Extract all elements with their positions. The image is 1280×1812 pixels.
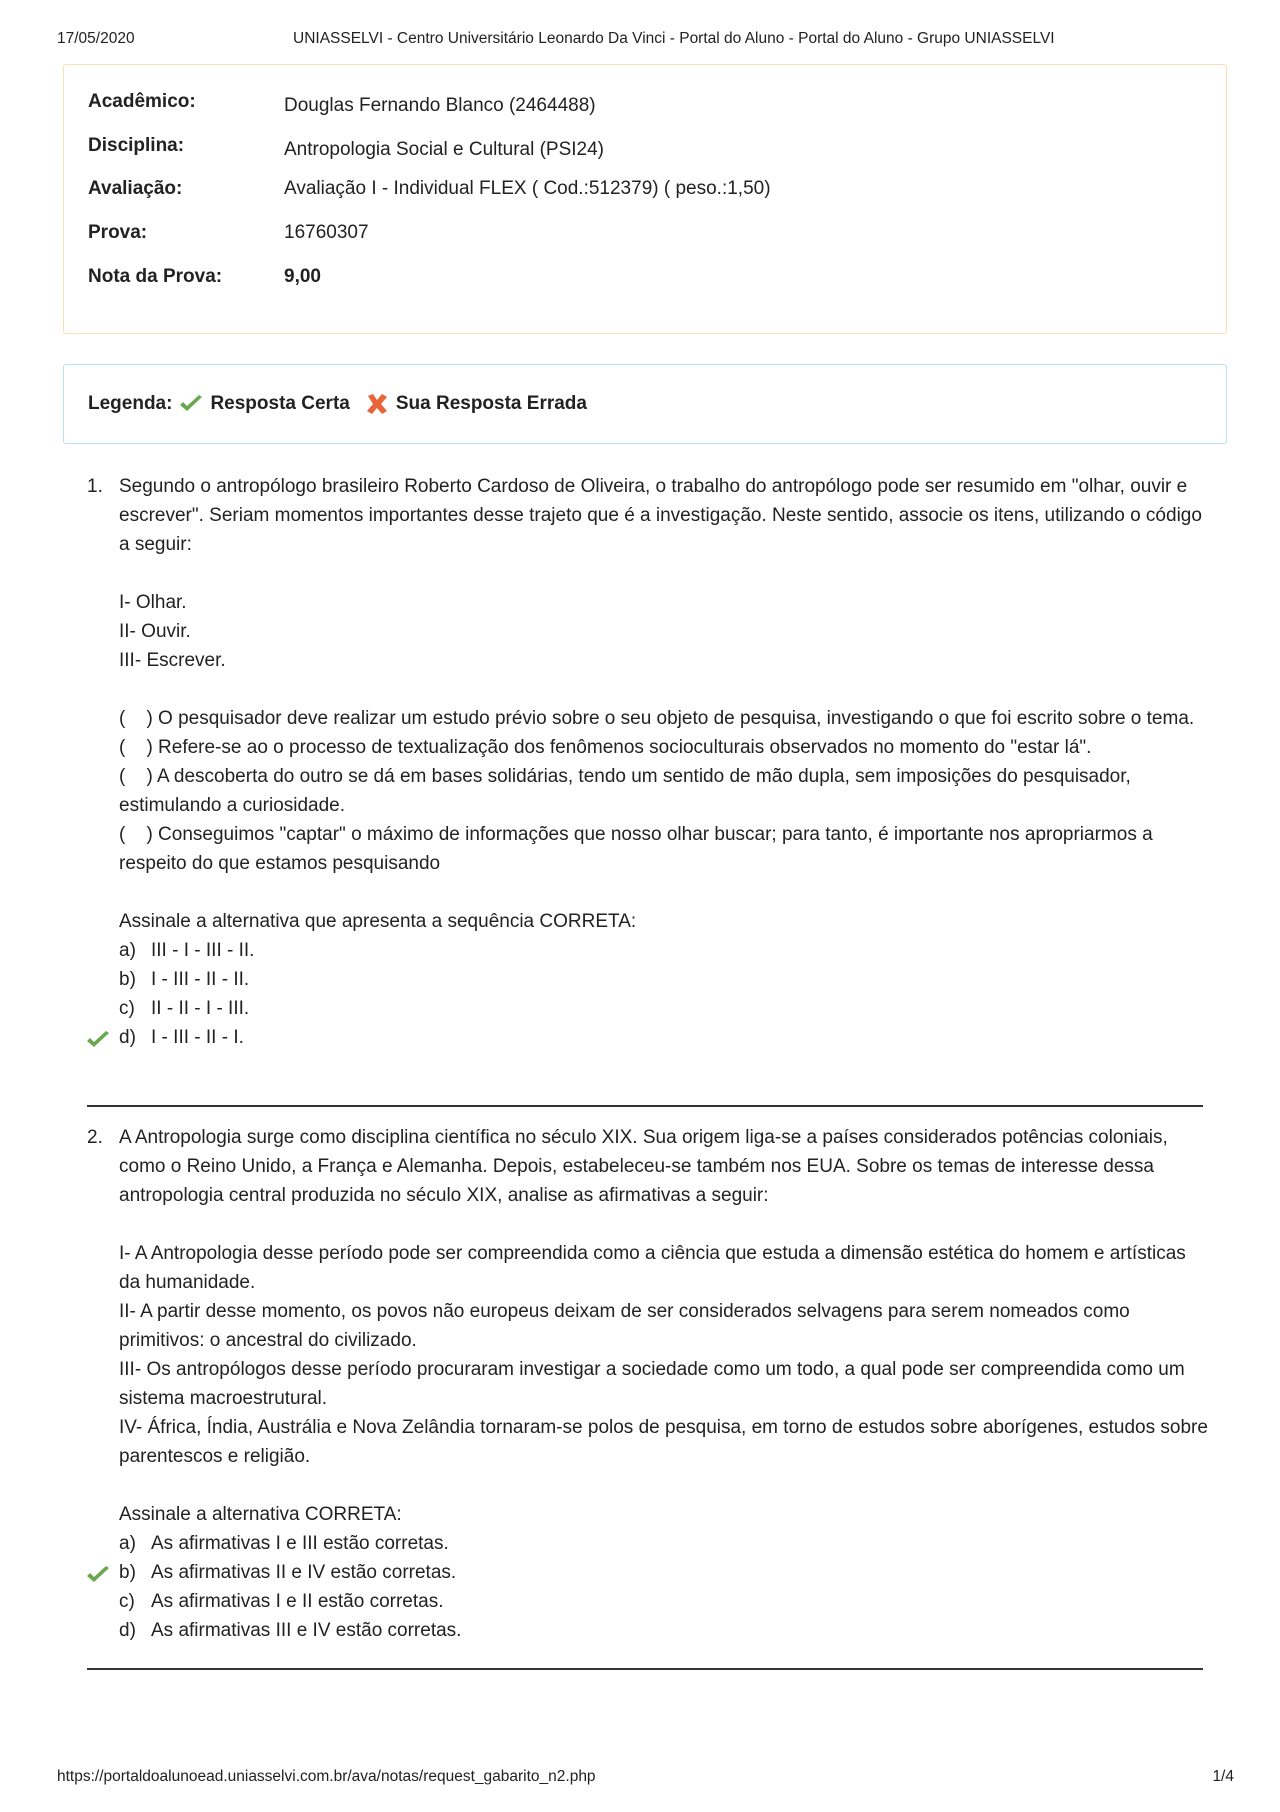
association-item: ( ) Conseguimos "captar" o máximo de informações que nosso olhar buscar; para tanto, é importante nos apropriarmos a respeito do que estamos pesquisando <box>119 824 1158 874</box>
disciplina-label: Disciplina: <box>88 135 185 156</box>
alternative-b: b) As afirmativas II e IV estão corretas. <box>119 1558 1209 1587</box>
association-item: ( ) A descoberta do outro se dá em bases solidárias, tendo um sentido de mão dupla, sem imposições do pesquisador, estimulando a curiosidade. <box>119 766 1137 816</box>
academico-label: Acadêmico: <box>88 91 196 112</box>
correct-answer-check-icon <box>85 1565 111 1585</box>
legend-panel <box>63 364 1227 444</box>
cross-icon <box>364 393 390 415</box>
code-item: I- Olhar. <box>119 592 187 613</box>
check-icon <box>178 394 204 414</box>
legend-label: Legenda: <box>88 393 173 414</box>
nota-value: 9,00 <box>284 266 321 287</box>
page-url: https://portaldoalunoead.uniasselvi.com.br/ava/notas/request_gabarito_n2.php <box>57 1768 596 1785</box>
avaliacao-value: Avaliação I - Individual FLEX ( Cod.:512379) ( peso.:1,50) <box>284 178 771 199</box>
alternative-c: c) As afirmativas I e II estão corretas. <box>119 1591 444 1612</box>
prova-value: 16760307 <box>284 222 369 243</box>
question-intro: Segundo o antropólogo brasileiro Roberto Cardoso de Oliveira, o trabalho do antropólogo pode ser resumido em "olhar, ouvir e escrever". Seriam momentos importantes desse trajeto que é a investigação. Neste sentido, associe os itens, utilizando o código a seguir: <box>119 476 1202 555</box>
page-number: 1/4 <box>1212 1768 1234 1785</box>
code-item: III- Escrever. <box>119 650 226 671</box>
legend-wrong-label: Sua Resposta Errada <box>395 393 587 414</box>
question-intro: A Antropologia surge como disciplina científica no século XIX. Sua origem liga-se a países considerados potências coloniais, como o Reino Unido, a França e Alemanha. Depois, estabeleceu-se também nos EUA. Sobre os temas de interesse dessa antropologia central produzida no século XIX, analise as afirmativas a seguir: <box>119 1127 1168 1206</box>
question-number: 2. <box>87 1127 103 1148</box>
code-item: II- Ouvir. <box>119 621 191 642</box>
alternative-a: a) As afirmativas I e III estão corretas. <box>119 1533 449 1554</box>
nota-label: Nota da Prova: <box>88 266 223 287</box>
question-prompt: Assinale a alternativa que apresenta a sequência CORRETA: <box>119 911 637 932</box>
exam-info-panel <box>63 64 1227 334</box>
association-item: ( ) O pesquisador deve realizar um estudo prévio sobre o seu objeto de pesquisa, investigando o que foi escrito sobre o tema. <box>119 708 1195 729</box>
question-prompt: Assinale a alternativa CORRETA: <box>119 1504 402 1525</box>
statement-item: II- A partir desse momento, os povos não europeus deixam de ser considerados selvagens para serem nomeados como primitivos: o ancestral do civilizado. <box>119 1301 1130 1351</box>
alternative-a: a) III - I - III - II. <box>119 940 255 961</box>
academico-value: Douglas Fernando Blanco (2464488) <box>284 95 596 116</box>
alternative-d: d) As afirmativas III e IV estão corretas. <box>119 1620 462 1641</box>
correct-answer-check-icon <box>85 1030 111 1050</box>
prova-label: Prova: <box>88 222 148 243</box>
statement-item: III- Os antropólogos desse período procuraram investigar a sociedade como um todo, a qual pode ser compreendida como um sistema macroestrutural. <box>119 1359 1185 1409</box>
print-date: 17/05/2020 <box>57 30 135 47</box>
print-page-title: UNIASSELVI - Centro Universitário Leonardo Da Vinci - Portal do Aluno - Portal do Aluno - Grupo UNIASSELVI <box>293 30 1055 47</box>
association-item: ( ) Refere-se ao o processo de textualização dos fenômenos socioculturais observados no momento do "estar lá". <box>119 737 1092 758</box>
print-header <box>57 30 1223 54</box>
alternative-d: d) I - III - II - I. <box>119 1023 1209 1052</box>
question-divider <box>87 1105 1203 1107</box>
question-body <box>119 472 1209 1052</box>
legend-correct-label: Resposta Certa <box>210 393 350 414</box>
question-body <box>119 1123 1209 1645</box>
question-number: 1. <box>87 476 103 497</box>
alternative-b: b) I - III - II - II. <box>119 969 250 990</box>
question-divider <box>87 1668 1203 1670</box>
avaliacao-label: Avaliação: <box>88 178 183 199</box>
statement-item: IV- África, Índia, Austrália e Nova Zelândia tornaram-se polos de pesquisa, em torno de estudos sobre aborígenes, estudos sobre parentescos e religião. <box>119 1417 1208 1467</box>
alternative-c: c) II - II - I - III. <box>119 998 250 1019</box>
disciplina-value: Antropologia Social e Cultural (PSI24) <box>284 139 605 160</box>
statement-item: I- A Antropologia desse período pode ser compreendida como a ciência que estuda a dimensão estética do homem e artísticas da humanidade. <box>119 1243 1186 1293</box>
